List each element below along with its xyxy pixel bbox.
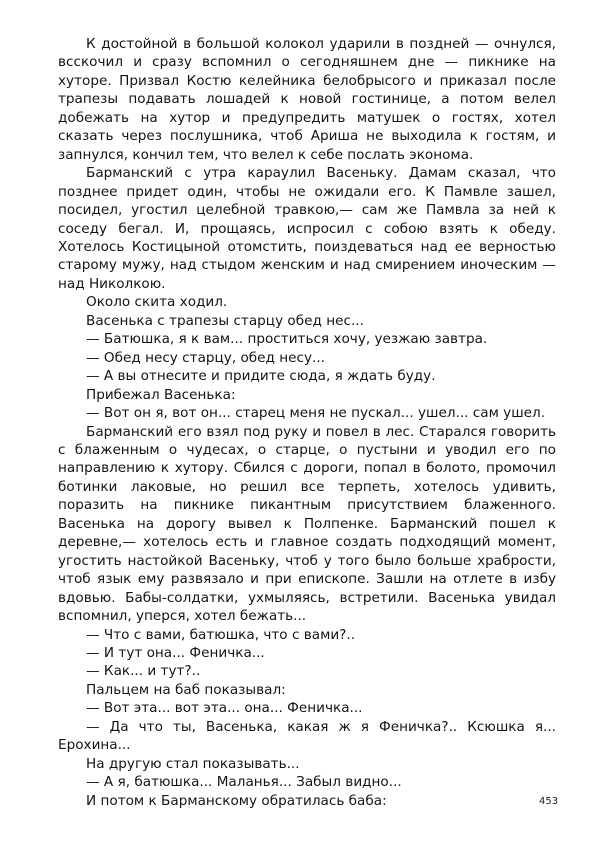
paragraph: — Что с вами, батюшка, что с вами?.. xyxy=(86,626,356,643)
paragraph: Пальцем на баб показывал: xyxy=(86,681,286,698)
paragraph: Васенька с трапезы старцу обед нес... xyxy=(86,312,364,329)
paragraph: Около скита ходил. xyxy=(86,294,228,311)
paragraph: — Да что ты, Васенька, какая ж я Феничка?.. Ксюшка я... Ерохина... xyxy=(58,718,556,754)
page-number: 453 xyxy=(539,796,559,807)
paragraph: — А вы отнесите и придите сюда, я ждать буду. xyxy=(86,368,436,385)
paragraph: Барманский его взял под руку и повел в лес. Старался говорить с блаженным о чудесах, о старце, о пустыни и уводил его по направлению к хутору. Сбился с дороги, попал в болото, промочил ботинки лаковые, но решил все терпеть, хотелось удивить, поразить на пикнике пикантным присутствием блаженного. Васенька на дорогу вывел к Полпенке. Барманский пошел к деревне,— хотелось есть и главное создать подходящий момент, угостить настойкой Васеньку, чтоб у того было больше храбрости, чтоб язык ему развязало и при епископе. Зашли на отлете в избу вдовью. Бабы-солдатки, ухмыляясь, встретили. Васенька увидал вспомнил, уперся, хотел бежать... xyxy=(58,423,556,625)
paragraph: К достойной в большой колокол ударили в поздней — очнулся, всскочил и сразу вспомнил о сегодняшнем дне — пикнике на хуторе. Призвал Костю келейника белобрысого и приказал после трапезы подавать лошадей к новой гостинице, а потом велел добежать на хутор и предупредить матушек о гостях, хотел сказать через послушника, чтоб Ариша не выходила к гостям, и запнулся, кончил тем, что велел к себе послать эконома. xyxy=(58,36,556,163)
paragraph: — А я, батюшка... Маланья... Забыл видно... xyxy=(86,774,402,791)
paragraph: — Обед несу старцу, обед несу... xyxy=(86,349,325,366)
paragraph: На другую стал показывать... xyxy=(86,755,300,772)
body-text xyxy=(58,35,559,810)
paragraph: — Вот эта... вот эта... она... Феничка... xyxy=(86,700,363,717)
paragraph: — Батюшка, я к вам... проститься хочу, уезжаю завтра. xyxy=(86,331,488,348)
paragraph: Барманский с утра караулил Васеньку. Дамам сказал, что позднее придет один, чтобы не ожидали его. К Памвле зашел, посидел, угостил целебной травкою,— сам же Памвла за ней к соседу бегал. И, прощаясь, испросил с собою взять к обеду. Хотелось Костицыной отомстить, поиздеваться над ее верностью старому мужу, над стыдом женским и над смирением иноческим — над Николкою. xyxy=(58,165,556,292)
paragraph: Прибежал Васенька: xyxy=(86,386,236,403)
paragraph: — Как... и тут?.. xyxy=(86,663,201,680)
paragraph: — Вот он я, вот он... старец меня не пускал... ушел... сам ушел. xyxy=(86,405,546,422)
paragraph: И потом к Барманскому обратилась баба: xyxy=(86,792,387,809)
paragraph: — И тут она... Феничка... xyxy=(86,644,265,661)
